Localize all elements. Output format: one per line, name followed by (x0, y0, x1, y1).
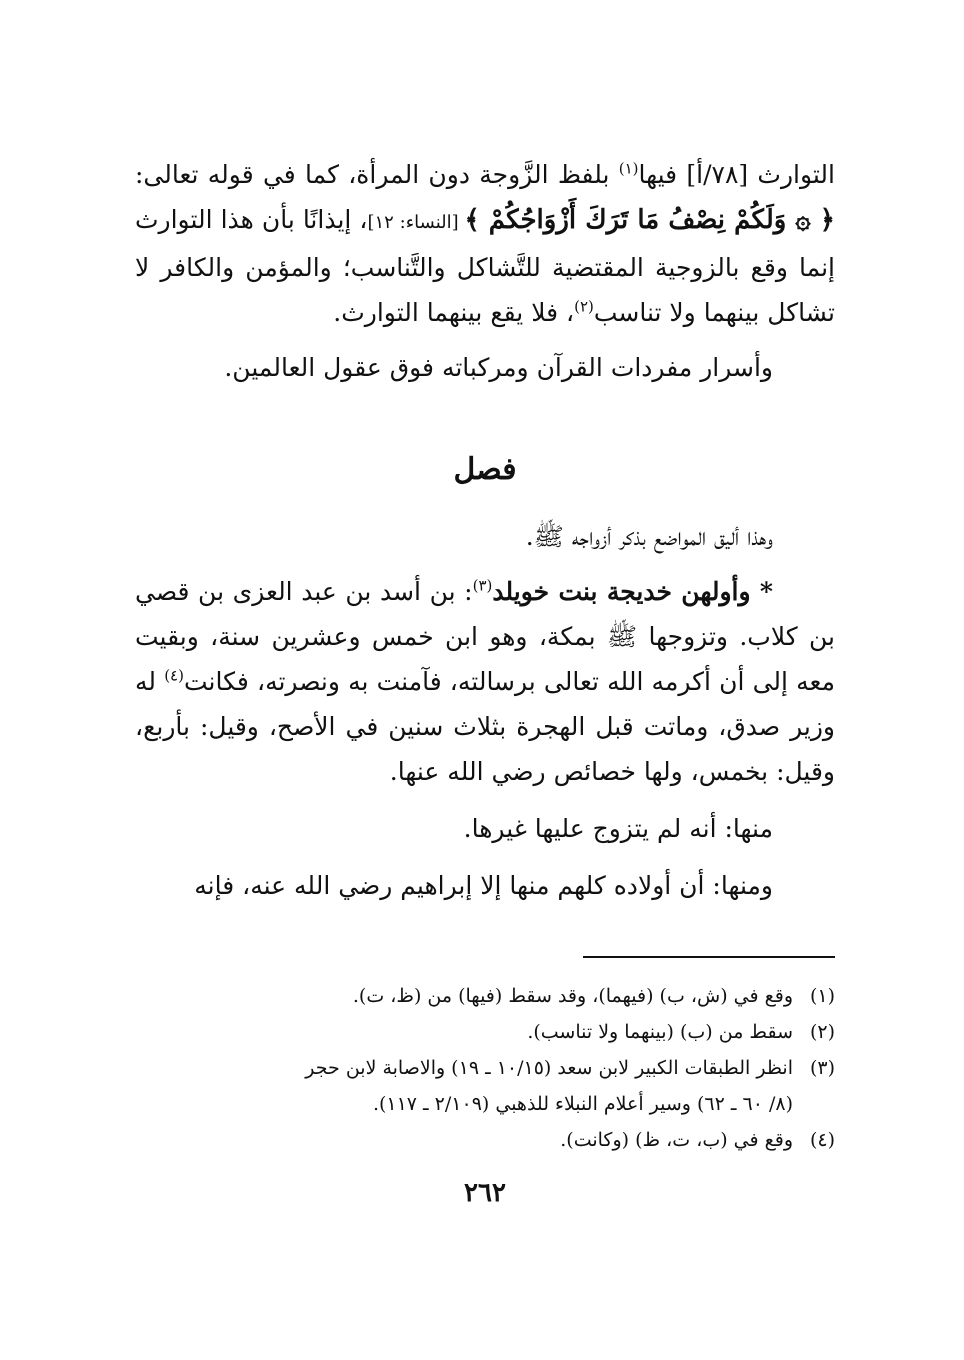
footnote-number: (٣) (809, 1057, 835, 1079)
paragraph-3: وهذا أليق المواضع بذكر أزواجه ﷺ. (525, 522, 773, 551)
paragraph-4-text-c: له وزير صدق، وماتت قبل الهجرة بثلاث سنين في الأصح، وقيل: بأربع، وقيل: بخمس، ولها خصائص رضي الله عنها. (135, 667, 835, 786)
footnote-3-continued: (٨/ ٦٠ ـ ٦٢) وسير أعلام النبلاء للذهبي (٢/١٠٩ ـ ١١٧). (372, 1093, 793, 1115)
quran-verse: ﴿ ۞ وَلَكُمْ نِصْفُ مَا تَرَكَ أَزْوَاجُكُمْ ﴾ (464, 205, 836, 235)
footnote-text: وقع في (ب، ت، ظ) (وكانت). (560, 1129, 793, 1151)
paragraph-1-text-c: ، إيذانًا بأن هذا التوارث إنما وقع بالزوجية المقتضية للتَّشاكل والتَّناسب؛ والمؤمن والكافر لا تشاكل بينهما ولا تناسب (135, 205, 835, 327)
paragraph-4-text-b: : بن أسد بن عبد العزى بن قصي بن كلاب. وتزوجها ﷺ بمكة، وهو ابن خمس وعشرين سنة، وبقيت معه إلى أن أكرمه الله تعالى برسالته، فآمنت به ونصرته، فكانت (135, 577, 836, 696)
footnote-4 (135, 1122, 835, 1158)
paragraph-2: وأسرار مفردات القرآن ومركباته فوق عقول العالمين. (224, 353, 773, 382)
body-block-2 (135, 514, 835, 908)
footnote-number: (٢) (809, 1021, 835, 1043)
footnote-ref-3[interactable]: (٣) (472, 576, 493, 595)
paragraph-5: منها: أنه لم يتزوج عليها غيرها. (463, 814, 773, 843)
paragraph-1 (135, 152, 835, 335)
footnote-number: (١) (809, 985, 835, 1007)
footnote-text: سقط من (ب) (بينهما ولا تناسب). (527, 1021, 793, 1043)
paragraph-1-text-a: التوارث [٧٨/أ] فيها (638, 160, 835, 189)
footnote-text: وقع في (ش، ب) (فيهما)، وقد سقط (فيها) من (ظ، ت). (352, 985, 793, 1007)
footnotes (135, 978, 835, 1158)
section-heading: فصل (453, 452, 517, 487)
paragraph-4-heading: * وأولهن خديجة بنت خويلد (492, 577, 773, 606)
footnote-2 (135, 1014, 835, 1050)
footnote-ref-4[interactable]: (٤) (164, 666, 184, 685)
footnote-ref-2[interactable]: (٢) (574, 297, 594, 316)
footnote-text: انظر الطبقات الكبير لابن سعد (١٠/١٥ ـ ١٩) والاصابة لابن حجر (305, 1057, 793, 1079)
verse-reference: [النساء: ١٢] (367, 212, 465, 233)
paragraph-1-text-d: ، فلا يقع بينهما التوارث. (333, 298, 575, 327)
paragraph-4 (135, 569, 835, 794)
footnote-3 (135, 1050, 835, 1086)
page-number: ٢٦٢ (464, 1178, 506, 1208)
footnote-ref-1[interactable]: (١) (618, 159, 639, 178)
footnote-number: (٤) (809, 1129, 835, 1151)
paragraph-1-text-b: بلفظ الزَّوجة دون المرأة، كما في قوله تعالى: (135, 160, 619, 189)
paragraph-6: ومنها: أن أولاده كلهم منها إلا إبراهيم رضي الله عنه، فإنه (194, 871, 773, 900)
body-block-1 (135, 152, 835, 390)
footnote-separator (583, 956, 835, 958)
footnote-1 (135, 978, 835, 1014)
